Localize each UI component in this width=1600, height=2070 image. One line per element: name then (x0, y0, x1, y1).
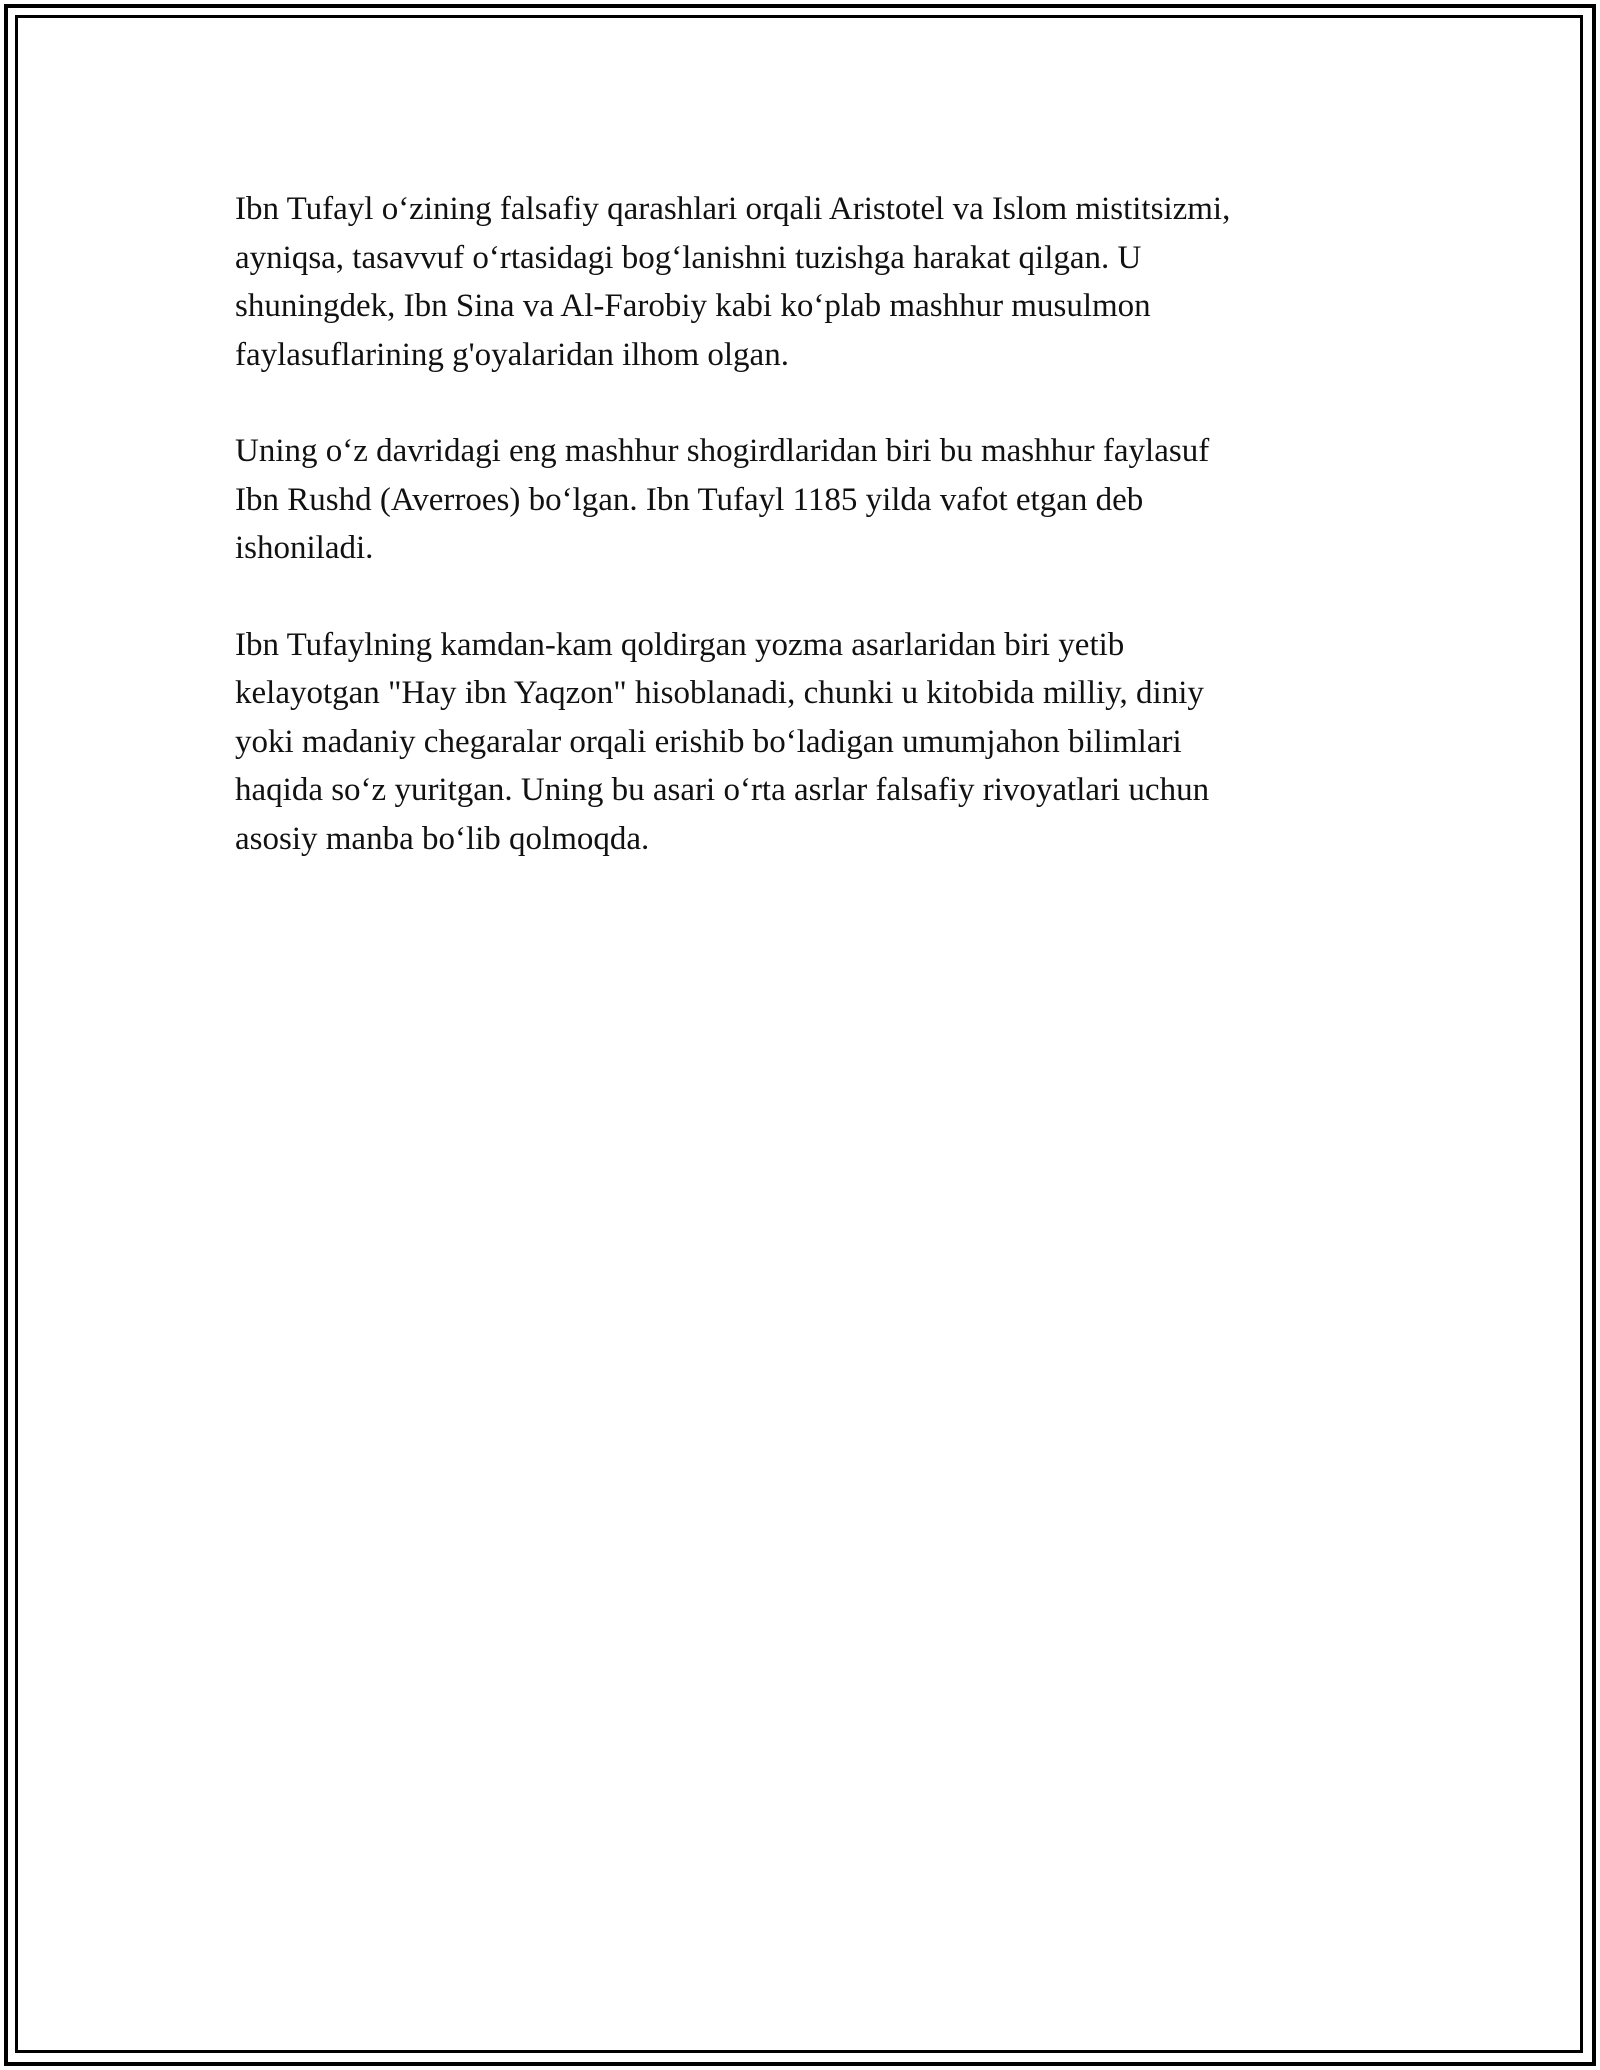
paragraph-3: Ibn Tufaylning kamdan-kam qoldirgan yozma asarlaridan biri yetib kelayotgan "Hay ibn Yaqzon" hisoblanadi, chunki u kitobida milliy, diniy yoki madaniy chegaralar orqali erishib boʻladigan umumjahon bilimlari haqida soʻz yuritgan. Uning bu asari oʻrta asrlar falsafiy rivoyatlari uchun asosiy manba boʻlib qolmoqda. (235, 626, 1210, 857)
paragraph-1: Ibn Tufayl oʻzining falsafiy qarashlari orqali Aristotel va Islom mistitsizmi, ayniqsa, tasavvuf oʻrtasidagi bogʻlanishni tuzishga harakat qilgan. U shuningdek, Ibn Sina va Al-Farobiy kabi koʻplab mashhur musulmon faylasuflarining g'oyalaridan ilhom olgan. (235, 191, 1231, 373)
document-body (235, 185, 1365, 911)
paragraph-2: Uning oʻz davridagi eng mashhur shogirdlaridan biri bu mashhur faylasuf Ibn Rushd (Averroes) boʻlgan. Ibn Tufayl 1185 yilda vafot etgan deb ishoniladi. (235, 433, 1210, 566)
